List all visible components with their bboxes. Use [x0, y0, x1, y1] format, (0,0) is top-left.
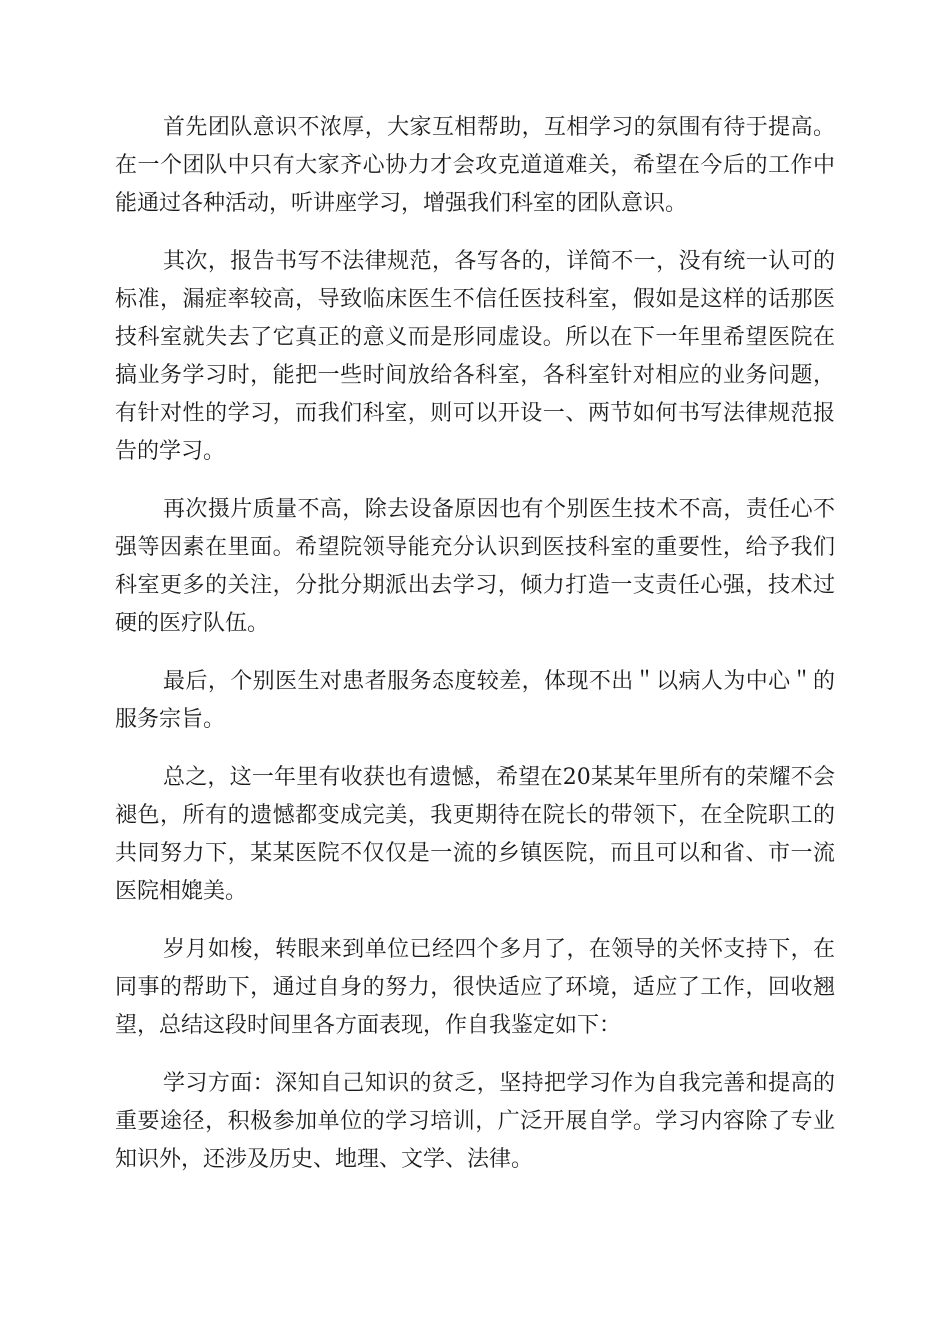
paragraph-conclusion: 总之，这一年里有收获也有遗憾，希望在20某某年里所有的荣耀不会褪色，所有的遗憾都变成完美，我更期待在院长的带领下，在全院职工的共同努力下，某某医院不仅仅是一流的乡镇医院，而且可以和省、市一流医院相媲美。: [115, 765, 835, 904]
paragraph-film-quality: 再次摄片质量不高，除去设备原因也有个别医生技术不高，责任心不强等因素在里面。希望院领导能充分认识到医技科室的重要性，给予我们科室更多的关注，分批分期派出去学习，倾力打造一支责任心强，技术过硬的医疗队伍。: [115, 497, 835, 636]
paragraph-team-awareness: 首先团队意识不浓厚，大家互相帮助，互相学习的氛围有待于提高。在一个团队中只有大家齐心协力才会攻克道道难关，希望在今后的工作中能通过各种活动，听讲座学习，增强我们科室的团队意识。: [115, 115, 835, 216]
paragraph-report-writing: 其次，报告书写不法律规范，各写各的，详简不一，没有统一认可的标准，漏症率较高，导致临床医生不信任医技科室，假如是这样的话那医技科室就失去了它真正的意义而是形同虚设。所以在下一年里希望医院在搞业务学习时，能把一些时间放给各科室，各科室针对相应的业务问题，有针对性的学习，而我们科室，则可以开设一、两节如何书写法律规范报告的学习。: [115, 249, 835, 464]
document-body: [115, 109, 835, 1199]
paragraph-study-aspect: 学习方面：深知自己知识的贫乏，坚持把学习作为自我完善和提高的重要途径，积极参加单位的学习培训，广泛开展自学。学习内容除了专业知识外，还涉及历史、地理、文学、法律。: [115, 1071, 835, 1172]
paragraph-service-attitude: 最后，个别医生对患者服务态度较差，体现不出＂以病人为中心＂的服务宗旨。: [115, 669, 835, 732]
paragraph-self-assessment-intro: 岁月如梭，转眼来到单位已经四个多月了，在领导的关怀支持下，在同事的帮助下，通过自身的努力，很快适应了环境，适应了工作，回收翘望，总结这段时间里各方面表现，作自我鉴定如下：: [115, 937, 835, 1038]
